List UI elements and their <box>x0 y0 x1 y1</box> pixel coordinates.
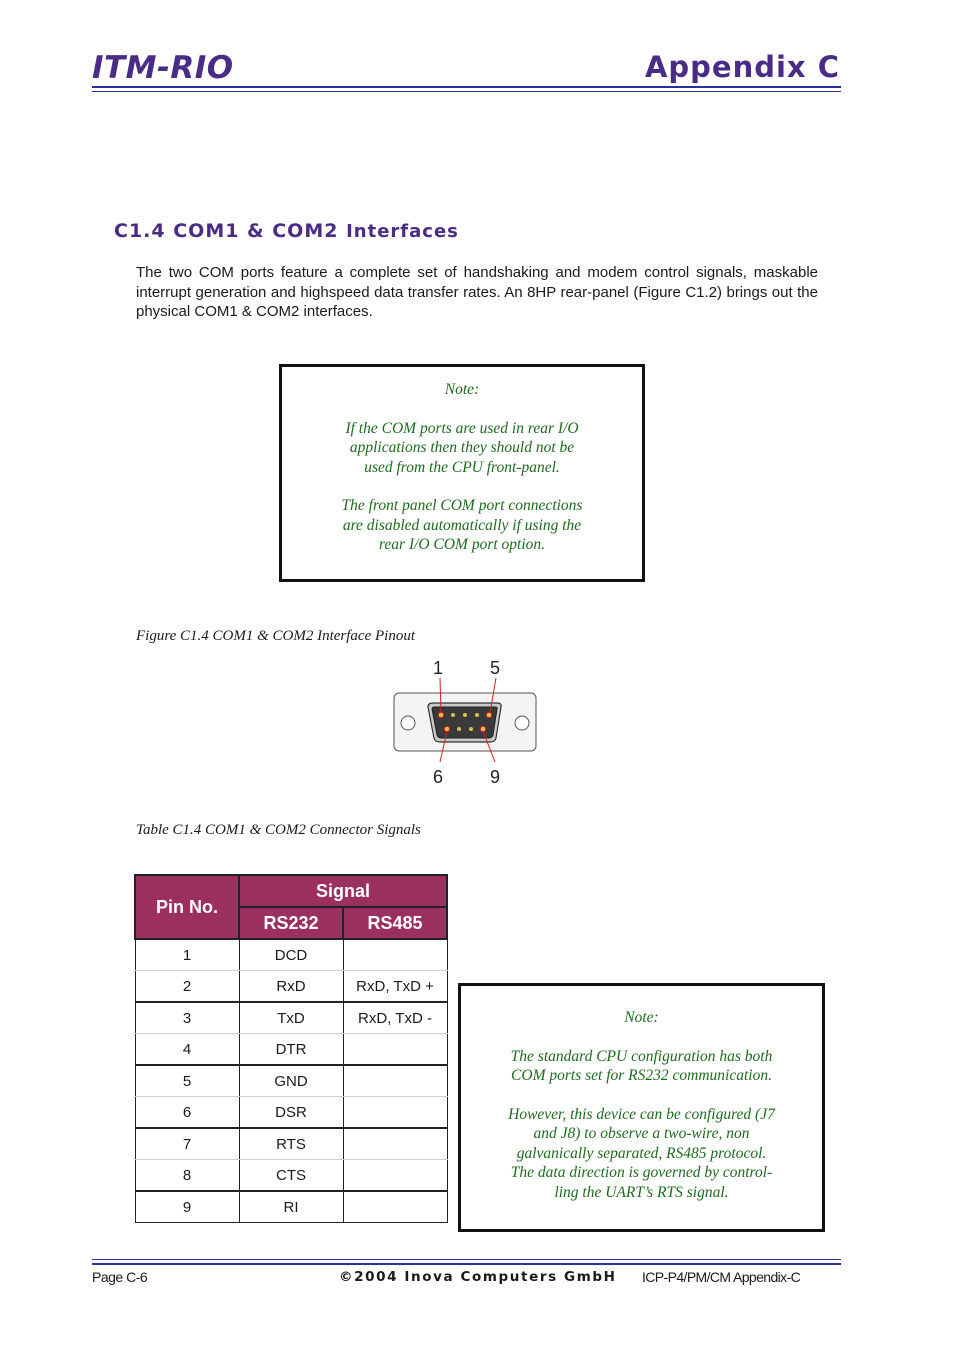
cell-pin: 8 <box>135 1160 239 1192</box>
note-line: However, this device can be configured (J7 <box>508 1105 775 1123</box>
note-line: and J8) to observe a two-wire, non <box>533 1125 750 1142</box>
note-title: Note: <box>444 381 480 398</box>
cell-rs232: RxD <box>239 971 343 1003</box>
table-header-signal: Signal <box>239 875 447 907</box>
note-line: The data direction is governed by control- <box>510 1164 773 1181</box>
cell-rs485 <box>343 1034 447 1066</box>
table-row <box>135 1065 447 1097</box>
cell-rs232: RTS <box>239 1128 343 1160</box>
cell-rs232: TxD <box>239 1002 343 1034</box>
cell-rs485: RxD, TxD + <box>343 971 447 1003</box>
cell-rs485 <box>343 1191 447 1223</box>
table-caption: Table C1.4 COM1 & COM2 Connector Signals <box>136 822 421 838</box>
d-sub-inner <box>432 707 497 738</box>
note-line: ling the UART’s RTS signal. <box>554 1183 729 1201</box>
note-line: COM ports set for RS232 communication. <box>511 1067 772 1084</box>
section-title-suffix: Interfaces <box>346 221 459 242</box>
pin-4 <box>475 713 479 717</box>
footer-document-id: ICP-P4/PM/CM Appendix-C <box>642 1269 801 1285</box>
cell-rs232: DSR <box>239 1097 343 1129</box>
cell-rs232: GND <box>239 1065 343 1097</box>
pin-1 <box>439 713 444 718</box>
table-row <box>135 1034 447 1066</box>
footer-rule-thick <box>92 1263 841 1265</box>
pin-label-9: 9 <box>489 767 501 787</box>
table-row <box>135 1160 447 1192</box>
note-line: galvanically separated, RS485 protocol. <box>516 1144 767 1162</box>
note-line: rear I/O COM port option. <box>378 536 546 553</box>
note-line: used from the CPU front-panel. <box>364 458 560 476</box>
note-line: applications then they should not be <box>349 439 575 456</box>
pin-8 <box>469 727 473 731</box>
cell-pin: 7 <box>135 1128 239 1160</box>
pin-label-5: 5 <box>489 658 501 678</box>
table-row <box>135 1002 447 1034</box>
section-number-title: C1.4 COM1 & COM2 <box>114 220 339 242</box>
table-header-pin: Pin No. <box>135 875 239 939</box>
cell-pin: 4 <box>135 1034 239 1066</box>
cell-rs485 <box>343 939 447 971</box>
cell-rs485 <box>343 1065 447 1097</box>
pin-9 <box>481 727 486 732</box>
note-title: Note: <box>624 1009 659 1026</box>
pin-5 <box>487 713 492 718</box>
table-header-rs485: RS485 <box>343 907 447 939</box>
note-line: The front panel COM port connections <box>341 497 583 514</box>
cell-pin: 2 <box>135 971 239 1003</box>
db9-connector-diagram <box>380 650 550 795</box>
section-body-text: The two COM ports feature a complete set of handshaking and modem control signals, maskable interrupt generation and highspeed data transfer rates. An 8HP rear-panel (Figure C1.2) brings out the physical COM1 & COM2 interfaces. <box>136 264 818 320</box>
header-rule-thin <box>92 91 841 92</box>
pin-3 <box>463 713 467 717</box>
pin-7 <box>457 727 461 731</box>
footer-copyright: ©2004 Inova Computers GmbH <box>339 1269 617 1285</box>
pin-label-6: 6 <box>432 767 444 787</box>
table-row <box>135 1191 447 1223</box>
note-line: If the COM ports are used in rear I/O <box>345 419 579 437</box>
cell-pin: 3 <box>135 1002 239 1034</box>
cell-pin: 5 <box>135 1065 239 1097</box>
cell-rs232: DCD <box>239 939 343 971</box>
pin-6 <box>445 727 450 732</box>
figure-caption: Figure C1.4 COM1 & COM2 Interface Pinout <box>136 628 415 644</box>
table-row <box>135 939 447 971</box>
cell-pin: 1 <box>135 939 239 971</box>
table-row <box>135 971 447 1003</box>
note-box-rs485-config <box>458 983 825 1232</box>
cell-rs232: RI <box>239 1191 343 1223</box>
mounting-hole-left <box>401 716 415 730</box>
cell-pin: 6 <box>135 1097 239 1129</box>
header-product-title: ITM-RIO <box>92 50 234 86</box>
cell-rs485 <box>343 1128 447 1160</box>
cell-rs232: CTS <box>239 1160 343 1192</box>
section-title <box>114 220 459 242</box>
table-header-rs232: RS232 <box>239 907 343 939</box>
note-box-rear-io <box>279 364 645 582</box>
note-line: The standard CPU configuration has both <box>510 1047 773 1065</box>
mounting-hole-right <box>515 716 529 730</box>
table-row <box>135 1097 447 1129</box>
cell-rs485: RxD, TxD - <box>343 1002 447 1034</box>
cell-rs232: DTR <box>239 1034 343 1066</box>
pin-label-1: 1 <box>432 658 444 678</box>
cell-rs485 <box>343 1160 447 1192</box>
cell-pin: 9 <box>135 1191 239 1223</box>
header-appendix-title: Appendix C <box>644 50 840 84</box>
header-rule-thick <box>92 86 841 88</box>
footer-page-number: Page C-6 <box>92 1269 148 1285</box>
cell-rs485 <box>343 1097 447 1129</box>
connector-signals-table <box>134 874 448 1223</box>
note-line: are disabled automatically if using the <box>342 516 582 534</box>
pin-2 <box>451 713 455 717</box>
footer-rule-thin <box>92 1259 841 1260</box>
table-row <box>135 1128 447 1160</box>
